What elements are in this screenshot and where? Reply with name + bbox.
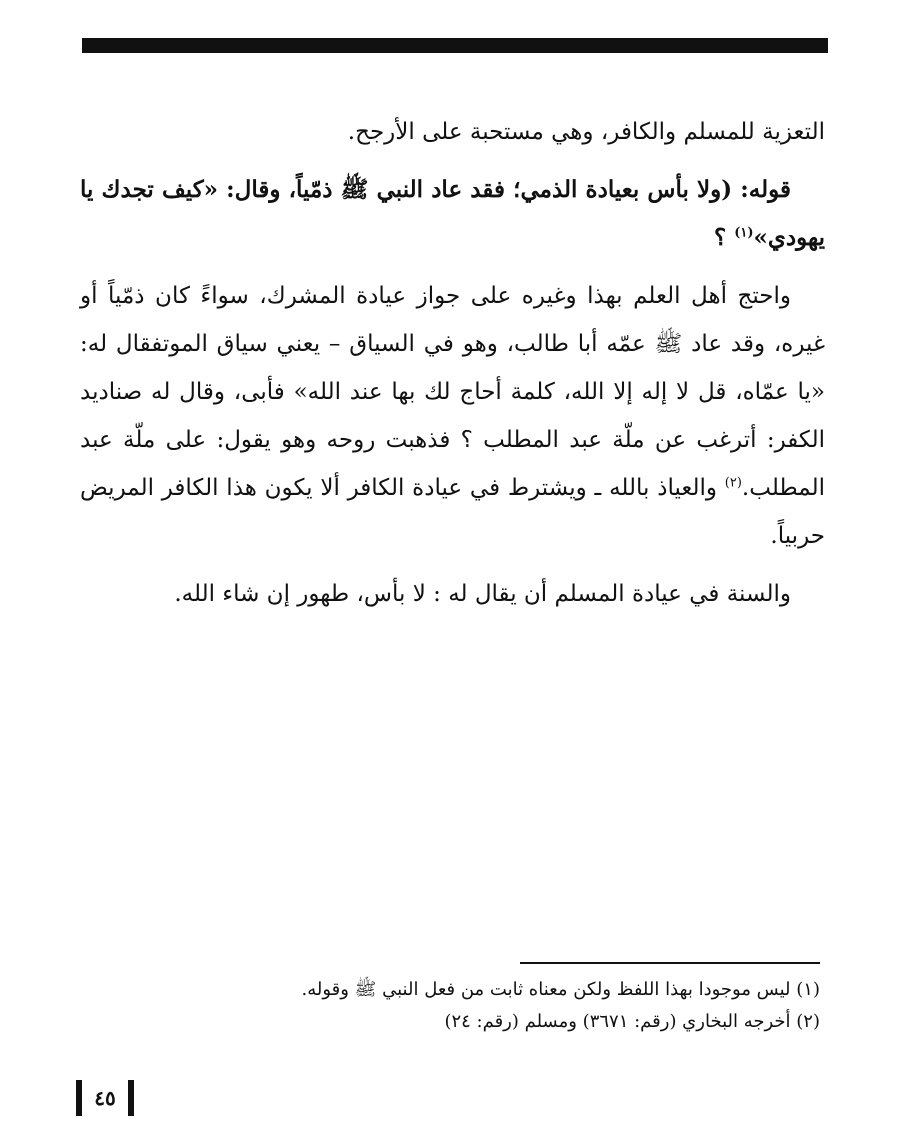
paragraph-1: التعزية للمسلم والكافر، وهي مستحبة على الأرجح. <box>347 119 825 145</box>
paragraph-2-text: قوله: (ولا بأس بعيادة الذمي؛ فقد عاد النبي ﷺ ذمّياً، وقال: «كيف تجدك يا يهودي» <box>80 176 825 251</box>
footnote-2: (٢) أخرجه البخاري (رقم: ٣٦٧١) ومسلم (رقم: ٢٤) <box>444 1011 820 1032</box>
footnote-divider <box>520 962 820 964</box>
paragraph-3-end: والعياذ بالله ـ ويشترط في عيادة الكافر ألا يكون هذا الكافر المريض حربياً. <box>80 475 825 549</box>
page-number: ٤٥ <box>76 1080 134 1116</box>
footnote-ref-1: (١) <box>734 225 754 241</box>
paragraph-3-text: واحتج أهل العلم بهذا وغيره على جواز عيادة المشرك، سواءً كان ذمّياً أو غيره، وقد عاد ﷺ عمّه أبا طالب، وهو في السياق – يعني سياق الموتفقال له: «يا عمّاه، قل لا إله إلا الله، كلمة أحاج لك بها عند الله» فأبى، وقال له صناديد الكفر: أترغب عن ملّة عبد المطلب ؟ فذهبت روحه وهو يقول: على ملّة عبد المطلب. <box>80 283 825 501</box>
footnote-ref-2: (٢) <box>724 475 742 491</box>
footnote-1: (١) ليس موجودا بهذا اللفظ ولكن معناه ثابت من فعل النبي ﷺ وقوله. <box>301 979 820 1000</box>
page-body <box>80 108 825 628</box>
paragraph-2-end: ؟ <box>713 224 735 251</box>
header-rule <box>82 38 828 53</box>
paragraph-3 <box>80 272 825 560</box>
paragraph-4: والسنة في عيادة المسلم أن يقال له : لا بأس، طهور إن شاء الله. <box>174 581 791 607</box>
footnotes <box>200 974 820 1038</box>
paragraph-2 <box>80 166 825 262</box>
